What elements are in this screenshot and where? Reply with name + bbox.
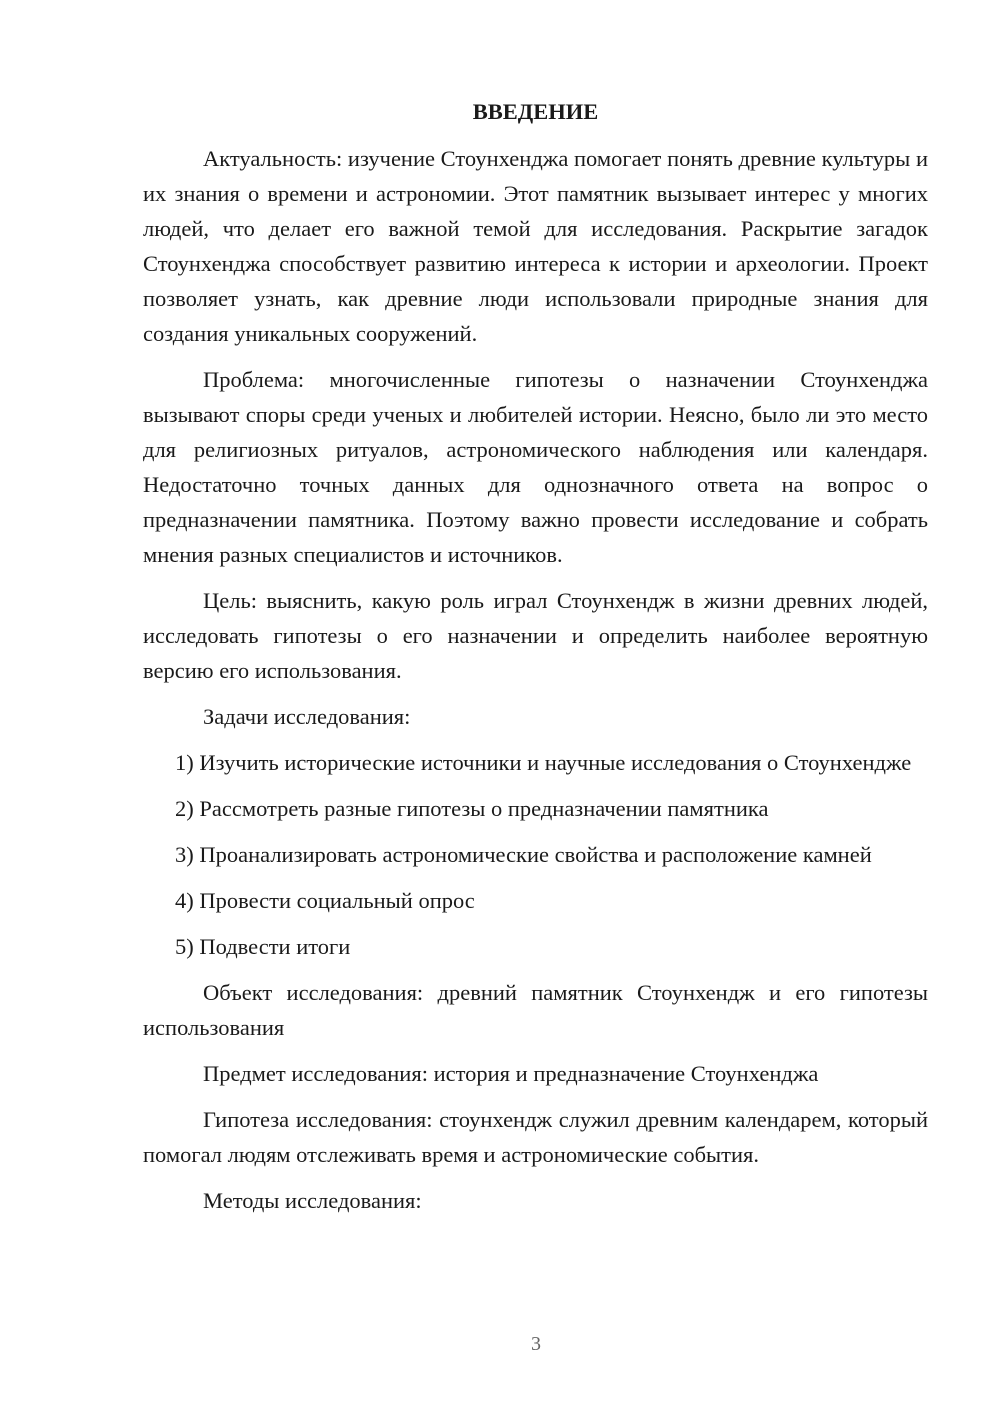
subject-paragraph: Предмет исследования: история и предназначение Стоунхенджа (203, 1061, 819, 1086)
task-item: 4) Провести социальный опрос (175, 888, 475, 913)
object-paragraph: Объект исследования: древний памятник Стоунхендж и его гипотезы использования (143, 980, 928, 1040)
problem-paragraph: Проблема: многочисленные гипотезы о назначении Стоунхенджа вызывают споры среди ученых и любителей истории. Неясно, было ли это место для религиозных ритуалов, астрономического наблюдения или календаря. Недостаточно точных данных для однозначного ответа на вопрос о предназначении памятника. Поэтому важно провести исследование и собрать мнения разных специалистов и источников. (143, 367, 928, 567)
task-item: 1) Изучить исторические источники и научные исследования о Стоунхендже (175, 750, 912, 775)
page-number: 3 (531, 1333, 541, 1355)
section-heading: ВВЕДЕНИЕ (472, 99, 599, 124)
task-item: 3) Проанализировать астрономические свойства и расположение камней (175, 842, 872, 867)
tasks-heading: Задачи исследования: (203, 704, 411, 729)
methods-heading: Методы исследования: (203, 1188, 422, 1213)
relevance-paragraph: Актуальность: изучение Стоунхенджа помогает понять древние культуры и их знания о времени и астрономии. Этот памятник вызывает интерес у многих людей, что делает его важной темой для исследования. Раскрытие загадок Стоунхенджа способствует развитию интереса к истории и археологии. Проект позволяет узнать, как древние люди использовали природные знания для создания уникальных сооружений. (143, 146, 928, 346)
hypothesis-paragraph: Гипотеза исследования: стоунхендж служил древним календарем, который помогал людям отслеживать время и астрономические события. (143, 1107, 928, 1167)
task-item: 5) Подвести итоги (175, 934, 351, 959)
task-item: 2) Рассмотреть разные гипотезы о предназначении памятника (175, 796, 769, 821)
document-body (143, 94, 928, 1229)
goal-paragraph: Цель: выяснить, какую роль играл Стоунхендж в жизни древних людей, исследовать гипотезы о его назначении и определить наиболее вероятную версию его использования. (143, 588, 928, 683)
